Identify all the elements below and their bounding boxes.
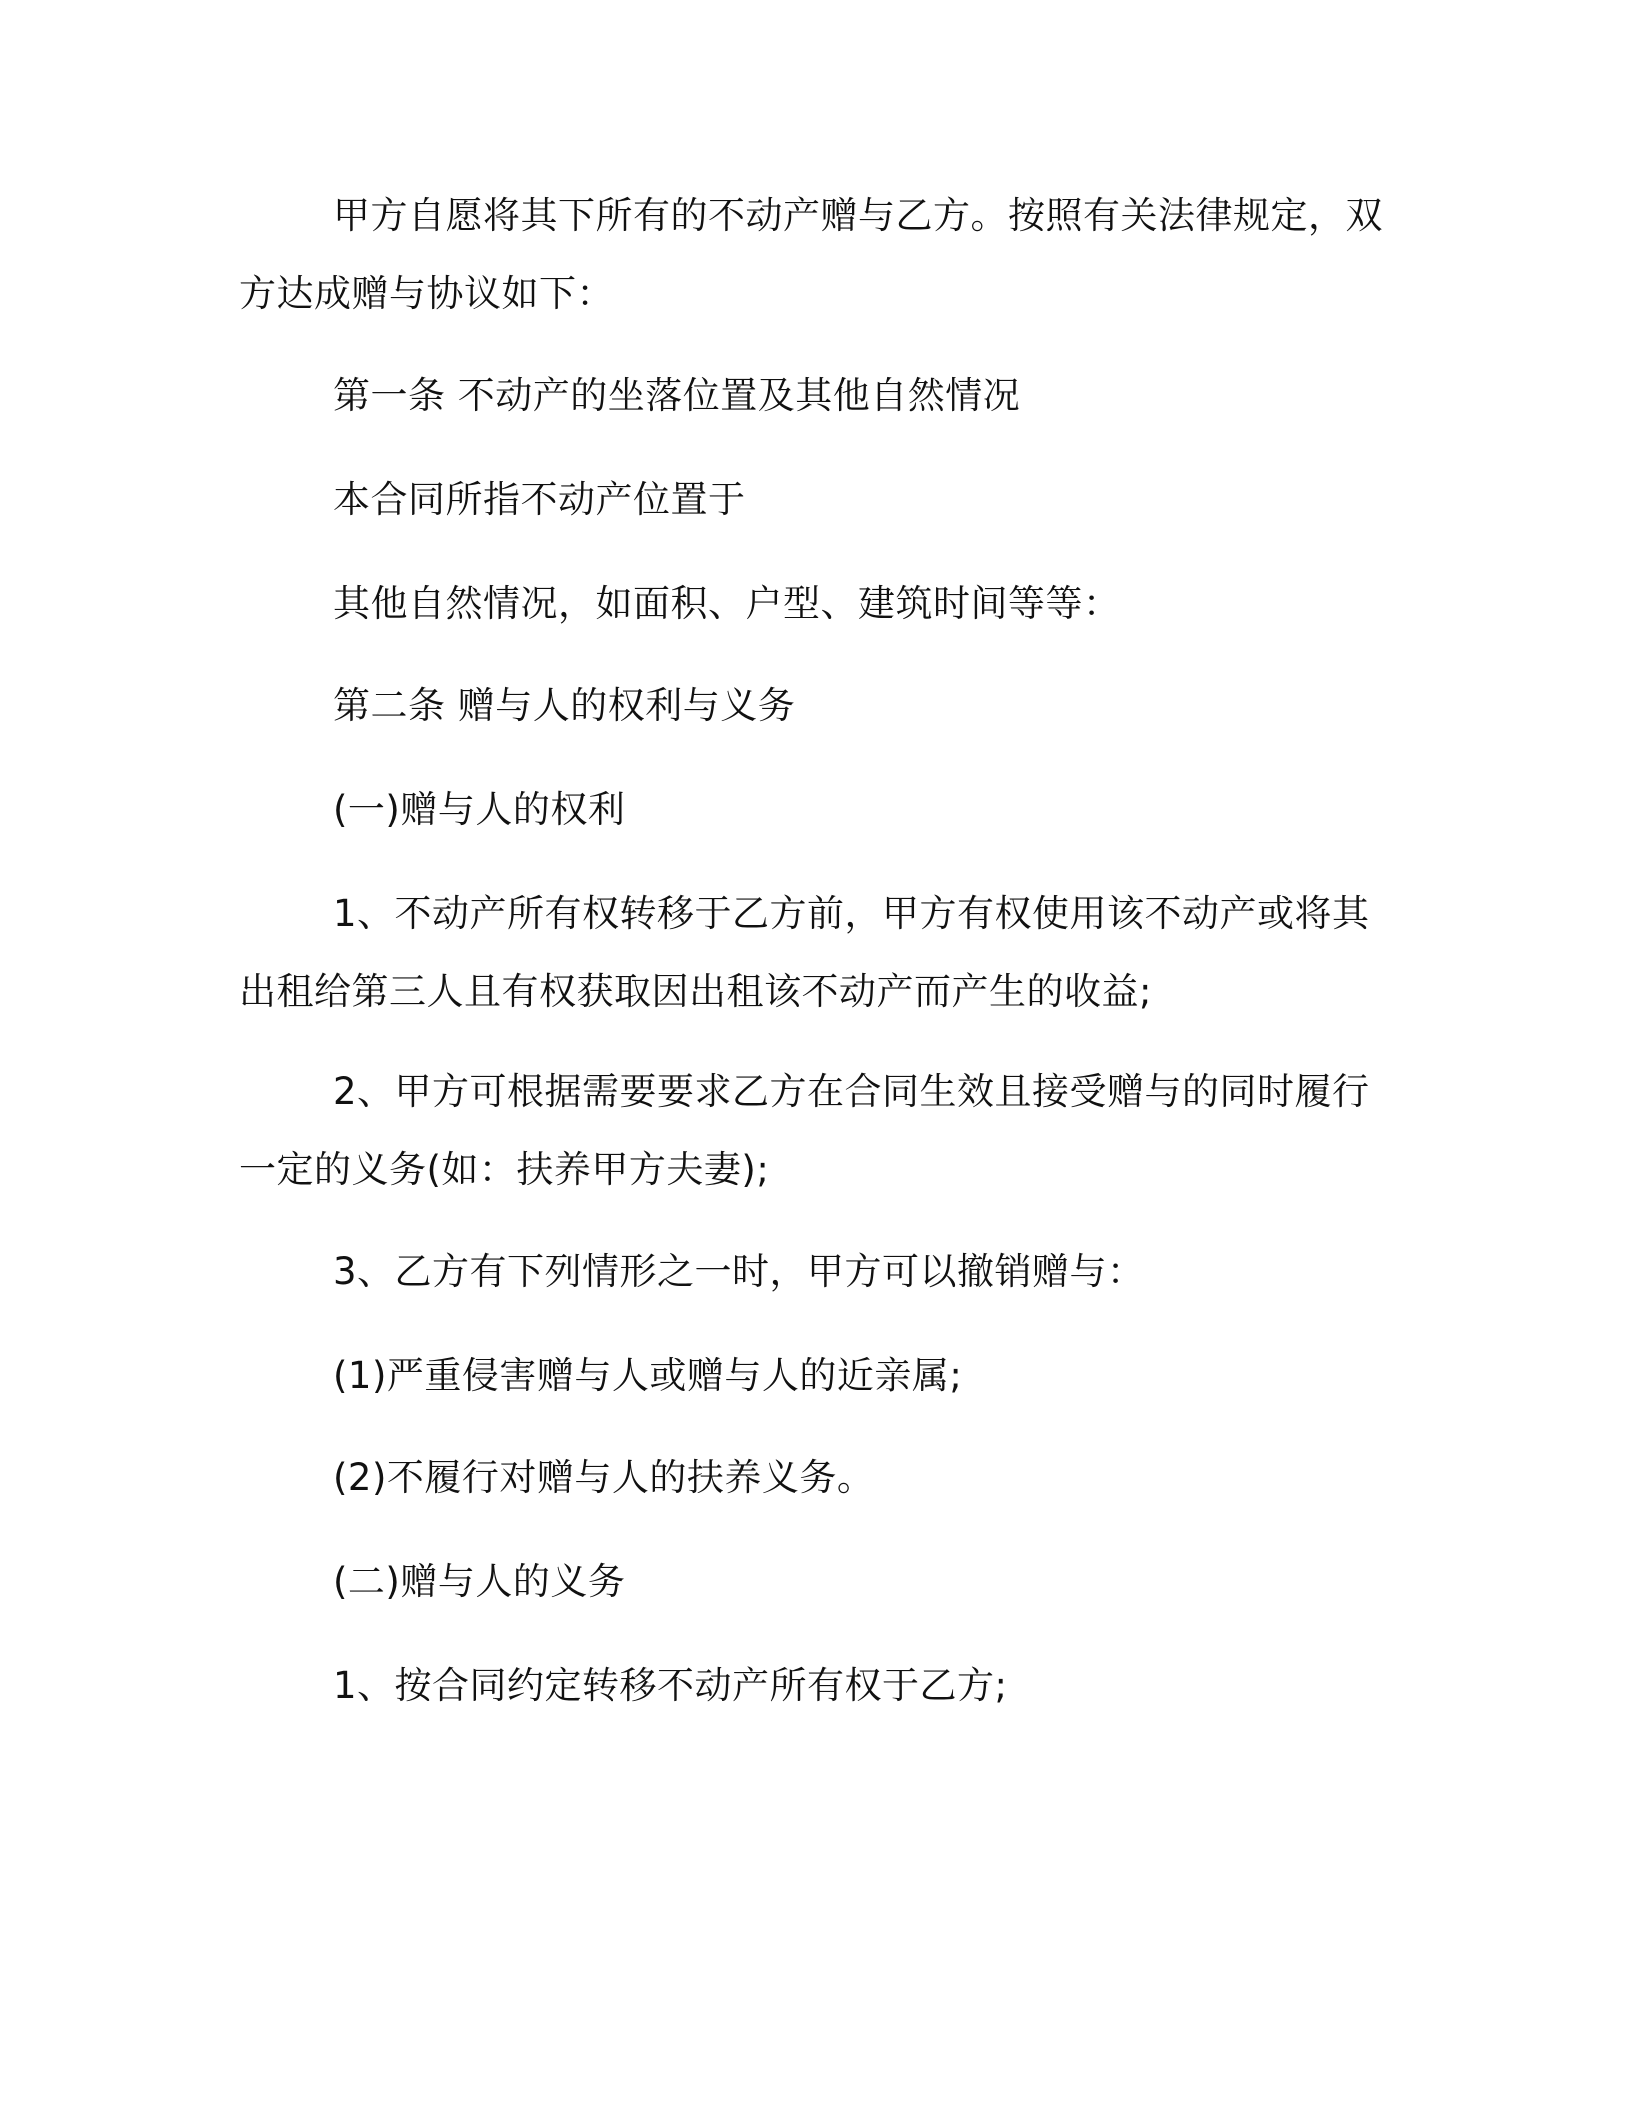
obligation-1-line: 1、按合同约定转移不动产所有权于乙方; <box>333 1664 1008 1707</box>
paragraph-preamble-line-1: 甲方自愿将其下所有的不动产赠与乙方。按照有关法律规定，双 <box>333 194 1383 237</box>
section-donor-rights-heading: (一)赠与人的权利 <box>333 788 626 831</box>
revocation-case-1: (1)严重侵害赠与人或赠与人的近亲属; <box>333 1354 963 1397</box>
article-1-heading: 第一条 不动产的坐落位置及其他自然情况 <box>333 374 1021 417</box>
paragraph-preamble-line-2: 方达成赠与协议如下： <box>239 272 614 315</box>
right-2-line-1: 2、甲方可根据需要要求乙方在合同生效且接受赠与的同时履行 <box>333 1070 1370 1113</box>
section-donor-obligations-heading: (二)赠与人的义务 <box>333 1560 626 1603</box>
article-2-heading: 第二条 赠与人的权利与义务 <box>333 684 796 727</box>
revocation-case-2: (2)不履行对赠与人的扶养义务。 <box>333 1456 875 1499</box>
property-location-line: 本合同所指不动产位置于 <box>333 478 746 521</box>
right-1-line-1: 1、不动产所有权转移于乙方前，甲方有权使用该不动产或将其 <box>333 892 1370 935</box>
right-3-line: 3、乙方有下列情形之一时，甲方可以撤销赠与： <box>333 1250 1145 1293</box>
right-2-line-2: 一定的义务(如：扶养甲方夫妻); <box>239 1148 770 1191</box>
property-details-line: 其他自然情况，如面积、户型、建筑时间等等： <box>333 582 1121 625</box>
right-1-line-2: 出租给第三人且有权获取因出租该不动产而产生的收益; <box>239 970 1152 1013</box>
